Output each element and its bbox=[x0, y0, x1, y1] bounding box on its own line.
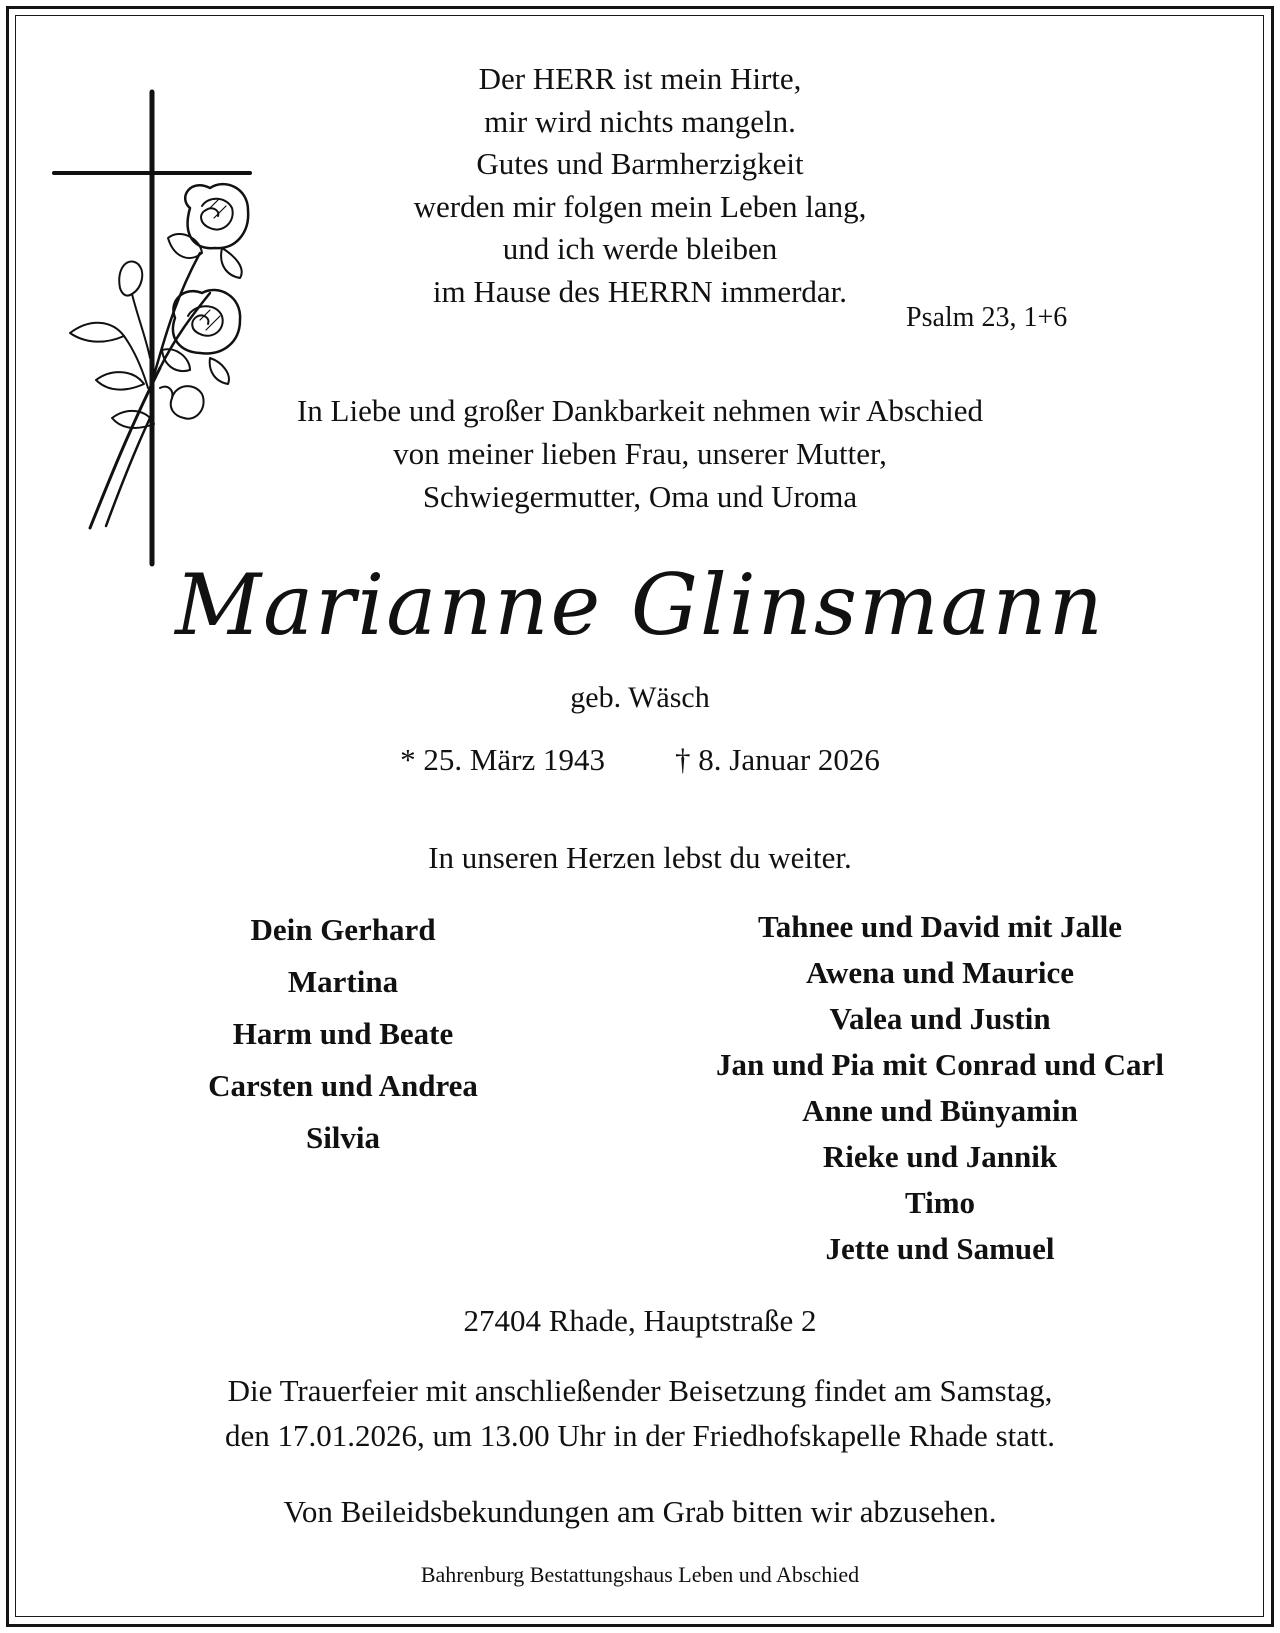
mourner-name: Timo bbox=[904, 1185, 976, 1220]
mourner-name: Valea und Justin bbox=[829, 1001, 1051, 1036]
ceremony-line: den 17.01.2026, um 13.00 Uhr in der Friedhofskapelle Rhade statt. bbox=[225, 1418, 1055, 1453]
mourner-name: Tahnee und David mit Jalle bbox=[757, 909, 1123, 944]
birth-date: * 25. März 1943 bbox=[400, 742, 605, 777]
mourner-name: Carsten und Andrea bbox=[208, 1068, 478, 1103]
psalm-reference: Psalm 23, 1+6 bbox=[906, 302, 1068, 333]
ceremony-line: Die Trauerfeier mit anschließender Beisetzung findet am Samstag, bbox=[227, 1373, 1053, 1408]
psalm-line: werden mir folgen mein Leben lang, bbox=[413, 188, 867, 224]
birth-name: geb. Wäsch bbox=[570, 681, 710, 714]
mourner-name: Jette und Samuel bbox=[825, 1231, 1055, 1266]
psalm-line: Gutes und Barmherzigkeit bbox=[476, 146, 804, 181]
mourners-right-column bbox=[640, 904, 1240, 1272]
psalm-verse bbox=[290, 58, 990, 313]
life-dates bbox=[200, 742, 1080, 778]
mourner-name: Anne und Bünyamin bbox=[802, 1093, 1078, 1128]
psalm-line: Der HERR ist mein Hirte, bbox=[478, 61, 802, 96]
memorial-motto: In unseren Herzen lebst du weiter. bbox=[428, 840, 852, 875]
psalm-line: im Hause des HERRN immerdar. bbox=[432, 273, 848, 309]
ceremony-info bbox=[90, 1368, 1190, 1458]
family-address: 27404 Rhade, Hauptstraße 2 bbox=[463, 1303, 817, 1338]
mourner-name: Awena und Maurice bbox=[805, 955, 1075, 990]
mourner-name: Dein Gerhard bbox=[250, 912, 436, 947]
mourners-left-column bbox=[143, 904, 543, 1164]
farewell-intro bbox=[190, 389, 1090, 518]
intro-line: In Liebe und großer Dankbarkeit nehmen wir Abschied bbox=[296, 393, 984, 428]
deceased-name: Marianne Glinsmann bbox=[175, 556, 1105, 654]
intro-line: von meiner lieben Frau, unserer Mutter, bbox=[393, 436, 887, 471]
mourner-name: Harm und Beate bbox=[232, 1016, 454, 1051]
psalm-line: und ich werde bleiben bbox=[502, 231, 778, 266]
intro-line: Schwiegermutter, Oma und Uroma bbox=[422, 479, 858, 514]
condolence-note: Von Beileidsbekundungen am Grab bitten wir abzusehen. bbox=[283, 1494, 997, 1529]
death-date: † 8. Januar 2026 bbox=[675, 742, 880, 777]
mourner-name: Jan und Pia mit Conrad und Carl bbox=[716, 1047, 1164, 1082]
mourner-name: Silvia bbox=[305, 1120, 381, 1155]
mourner-name: Rieke und Jannik bbox=[822, 1139, 1058, 1174]
psalm-line: mir wird nichts mangeln. bbox=[484, 103, 796, 139]
mourner-name: Martina bbox=[287, 964, 399, 999]
undertaker-name: Bahrenburg Bestattungshaus Leben und Abschied bbox=[420, 1562, 860, 1587]
